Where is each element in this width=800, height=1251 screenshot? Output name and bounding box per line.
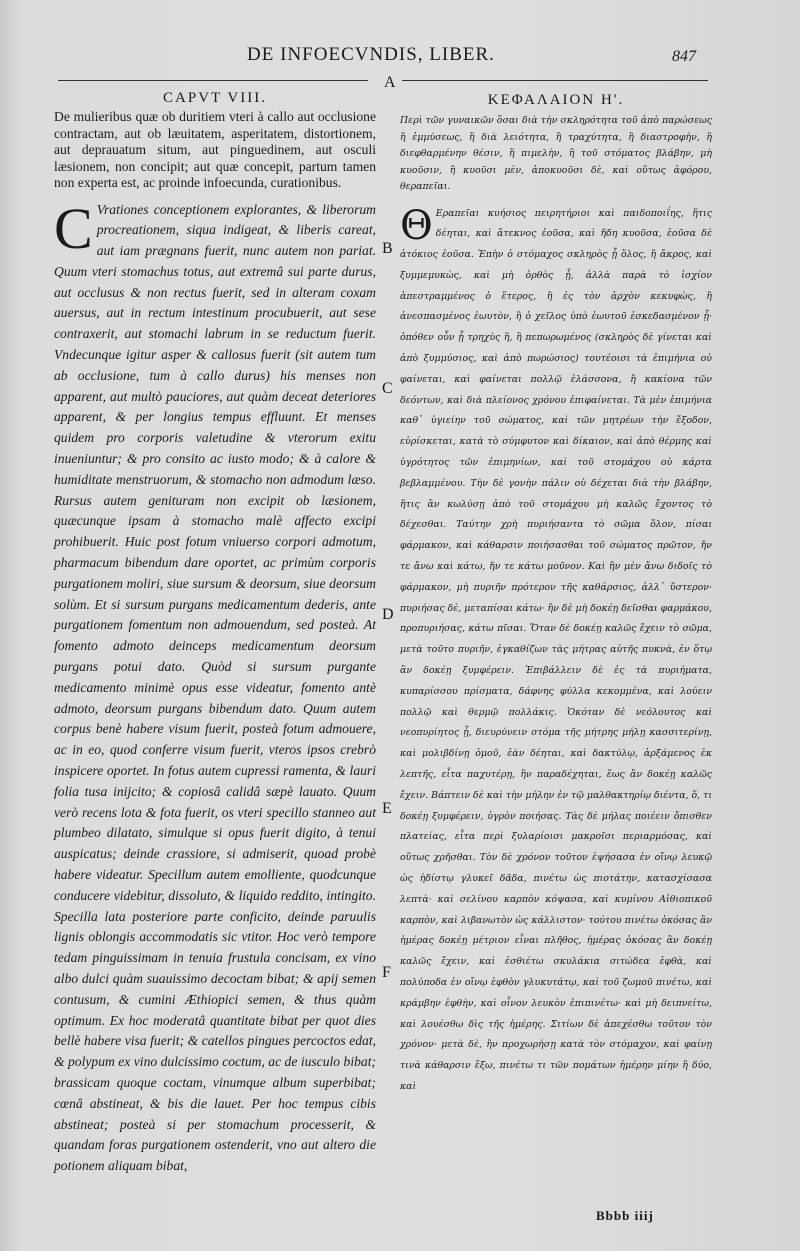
section-marker-d: D: [382, 606, 394, 623]
greek-column: [400, 92, 712, 1098]
greek-chapter-heading: ΚΕΦΑΛΑΙΟΝ Η'.: [487, 92, 625, 108]
running-head: DE INFOECVNDIS, LIBER.: [247, 44, 495, 65]
latin-chapter-summary: De mulieribus quæ ob duritiem vteri à callo aut occlusione contractam, aut ob læuitatem, asperitatem, distortionem, aut deprauatum situm, aut pinguedinem, aut osculi læsionem, non concipit; aut quæ concepit, partum tamen non experta est, ac proinde infoecunda, curationibus.: [54, 109, 376, 190]
header-rule-left: [58, 80, 368, 81]
latin-column: [54, 90, 376, 1177]
section-marker-a: A: [384, 74, 396, 91]
header-rule-right: [402, 80, 708, 81]
latin-body-text: Vrationes conceptionem explorantes, & liberorum procreationem, siqua indigeat, & liberis careat, aut iam prægnans fuerit, nunc autem non pariat. Quum vteri stomachus totus, aut extremâ sui parte durus, aut occlusus & non rectus fuerit, sed in alteram coxam auersus, aut in rectum intestinum procubuerit, aut sese contraxerit, aut stomachi labrum in se reductum fuerit. Vndecunque igitur asper & callosus fuerit (sit autem tum ab occlusione, tum à callo durus) his menses non apparent, aut multò pauciores, aut quàm deceat deteriores apparent, & per longius tempus effluunt. Et menses quidem pro corporis valetudine & vterorum exitu inueniuntur; & pro consito ac iusto modo; & à calore & humiditate menstruorum, & stomacho non admodum læso. Rursus autem genituram non excipit ob læsionem, quæcunque ipsam à stomacho malè affecto excipi prohibuerit. Huic post fotum vniuerso corpori admotum, pharmacum bibendum dare oportet, ac primùm corporis purgationem moliri, siue sursum & deorsum, siue deorsum solùm. Et si sursum purgans medicamentum dederis, ante purgationem fomentum non admouendum, sed posteà. At fomento admoto deinceps medicamentum deorsum purgans potui dato. Quòd si sursum purgante medicamento minimè opus esse videatur, fomento antè admoto, deorsum purgans bibendum dato. Quum autem corpus benè habere visum fuerit, posteà fotum admouere, ac in eo, quod conferre visum fuerit, vteros ipsos crebrò inspicere oportet. In fotus autem cupressi ramenta, & lauri folia tusa inijcito; & copiosâ calidâ sæpè lauato. Quum verò recens lota & fota fuerit, os vteri specillo stanneo aut plumbeo dilatato, simulque si opus fuerit digito, à tenui auspicatus; deinde crassiore, si admiserit, quoad probè habere videatur. Specillum autem emolliente, quodcunque conducere videbitur, dissoluto, & liquido reddito, intingito. Specilla lata posteriore parte conficito, deinde paruulis lignis oblongis accommodatis sic vtitor. Hoc verò tempore tedam pinguissimam in tenuia frustula concisam, ex vino albo dulci quàm suauissimo decoctam bibat; & apij semen contusum, & cumini Æthiopici semen, & thus quàm optimum. Ex hoc moderatâ quantitate bibat per quot dies bellè habere visa fuerit; & catellos pingues percoctos edat, & polypum ex vino dulcissimo coctum, ac de iusculo bibat; brassicam quoque coctam, vinumque album superbibat; cœnâ abstineat, & bis die lauet. Per hoc tempus cibis abstineat; posteà si per stomachum processerit, & quandam foras purgationem ostenderit, vno aut altero die potionem aliquam bibat,: [54, 201, 376, 1174]
greek-drop-cap: Θ: [400, 202, 433, 249]
signature-mark: Bbbb iiij: [596, 1208, 654, 1223]
greek-body: [400, 204, 712, 1098]
section-marker-c: C: [382, 380, 393, 397]
latin-body: [54, 195, 376, 1177]
greek-body-text: Εραπεῖαι κυήσιος πειρητήριοι καὶ παιδοποιΐης, ἥτις δέηται, καὶ ἄτεκνος ἐοῦσα, καὶ ἤδη κυοῦσα, ἐοῦσα δὲ ἀτόκιος ἐοῦσα. Ἐπὴν ὁ στόμαχος σκληρὸς ᾖ ὅλος, ἢ ἄκρος, καὶ ξυμμεμυκὼς, καὶ μὴ ὀρθὸς ᾖ, ἀλλὰ παρὰ τὸ ἰσχίον ἀπεστραμμένος ὁ ἕτερος, ἢ ἐς τὸν ἀρχὸν κεκυφὼς, ἢ ἀνεσπασμένος ἑωυτὸν, ἢ ὁ χεῖλος ὑπὸ ἑωυτοῦ ἐσκεδασμένον ᾖ· ὁπόθεν οὖν ᾖ τρηχὺς ἢ, ἢ πεπωρωμένος (σκληρὸς δὲ γίνεται καὶ ἀπὸ ξυμμύσιος, καὶ ἀπὸ πωρώσιος) τουτέοισι τὰ ἐπιμήνια οὐ φαίνεται, καὶ φαίνεται πολλῷ ἐλάσσονα, ἢ κακίονα τῶν δεόντων, καὶ διὰ πλείονος χρόνου ἐπιφαίνεται. Τὰ μὲν ἐπιμήνια καθ᾽ ὑγιείην τοῦ σώματος, καὶ τῶν μητρέων τὴν ἔξοδον, εὑρίσκεται, κατὰ τὸ σύμφυτον καὶ δίκαιον, καὶ ἀπὸ θέρμης καὶ ὑγρότητος τῶν ἐπιμηνίων, καὶ τοῦ στομάχου οὐ κάρτα βεβλαμμένου. Τὴν δὲ γονὴν πάλιν οὐ δέχεται διὰ τὴν βλάβην, ἥτις ἂν κωλύσῃ ἀπὸ τοῦ στομάχου μὴ καλῶς ἔχοντος τὸ δέχεσθαι. Ταύτην χρὴ πυριήσαντα τὸ σῶμα ὅλον, πίσαι φάρμακον, καὶ κάθαρσιν ποιήσασθαι τοῦ σώματος πρῶτον, ἤν τε ἄνω καὶ κάτω, ἤν τε κάτω μοῦνον. Καὶ ἢν μὲν ἄνω διδοῖς τὸ φάρμακον, μὴ πυριῆν πρότερον τῆς καθάρσιος, ἀλλ᾽ ὕστερον· πυριήσας δὲ, μεταπίσαι κάτω· ἢν δὲ μὴ δοκέῃ δεῖσθαι φαρμάκου, προπυριήσας, κάτω πῖσαι. Ὅταν δὲ δοκέῃ καλῶς ἔχειν τὸ σῶμα, μετὰ τοῦτο πυριῆν, ἐγκαθίζων τὰς μήτρας αὐτῆς πυκνὰ, ἐν ὅτῳ ἂν δοκέῃ ξυμφέρειν. Ἐπιβάλλειν δὲ ἐς τὰ πυριήματα, κυπαρίσσου πρίσματα, δάφνης φύλλα κεκομμένα, καὶ λούειν πολλῷ καὶ θερμῷ πολλάκις. Ὁκόταν δὲ νεόλουτος καὶ νεοπυρίητος ᾖ, διευρύνειν στόμα τῆς μήτρης μήλῃ κασσιτερίνῃ, καὶ μολιβδίνῃ ὁμοῦ, ἐὰν δέηται, καὶ δακτύλῳ, ἀρξάμενος ἐκ λεπτῆς, εἶτα παχυτέρῃ, ἢν παραδέχηται, ἕως ἂν δοκέῃ καλῶς ἔχειν. Βάπτειν δὲ καὶ τὴν μήλην ἐν τῷ μαλθακτηρίῳ διέντα, ὅ, τι δοκέῃ ξυμφέρειν, ὑγρὸν ποιήσας. Τὰς δὲ μήλας ποιέειν ὄπισθεν πλατείας, εἶτα περὶ ξυλαρίοισι μακροῖσι περιαρμόσας, καὶ οὕτως χρῆσθαι. Τὸν δὲ χρόνον τοῦτον ἑψήσασα ἐν οἴνῳ λευκῷ ὡς ἡδίστῳ γλυκεῖ δᾶδα, πινέτω ὡς πιοτάτην, κατασχίσασα λεπτὰ· καὶ σελίνου καρπὸν κόψασα, καὶ κυμίνου Αἰθιοπικοῦ καρπὸν, καὶ λιβανωτὸν ὡς κάλλιστον· τούτου πινέτω ὁκόσας ἂν ἡμέρας δοκέῃ μέτριον εἶναι πλῆθος, ἡμέρας ὁκόσας ἂν δοκέῃ καλῶς ἔχειν, καὶ ἐσθιέτω σκυλάκια σιτώδεα ἑφθὰ, καὶ πολύποδα ἐν οἴνῳ ἑφθὸν γλυκυτάτῳ, καὶ τοῦ ζωμοῦ πινέτω, καὶ κράμβην ἑφθὴν, καὶ οἶνον λευκὸν ἐπιπινέτω· καὶ μὴ δειπνείτω, καὶ λουέσθω δὶς τῆς ἡμέρης. Σιτίων δὲ ἀπεχέσθω τοῦτον τὸν χρόνον· μετὰ δὲ, ἢν προχωρήσῃ κατὰ τὸν στόμαχον, καὶ φαίνῃ τινὰ κάθαρσιν ἔξω, πινέτω τι τῶν πομάτων ἡμέρην μίην ἢ δύο, καὶ: [400, 207, 712, 1092]
section-marker-f: F: [382, 964, 391, 981]
section-marker-b: B: [382, 240, 393, 257]
latin-chapter-heading: CAPVT VIII.: [163, 90, 267, 106]
section-marker-e: E: [382, 800, 392, 817]
latin-drop-cap: C: [54, 195, 93, 261]
page-number: 847: [672, 48, 696, 65]
greek-chapter-summary: Περὶ τῶν γυναικῶν ὅσαι διὰ τὴν σκληρότητα τοῦ ἀπὸ παρώσεως ἢ ἐμμύσεως, ἢ διὰ λειότητα, ἢ τραχύτητα, ἢ διαστροφὴν, ἢ διεφθαρμένην θέσιν, ἢ πιμελὴν, ἢ τοῦ στόματος βλάβην, μὴ κυοῦσιν, ἢ κυοῦσι μὲν, ἀποκυοῦσι δὲ, καὶ οὕτως ἀφόρου, θεραπεῖαι.: [400, 115, 712, 192]
